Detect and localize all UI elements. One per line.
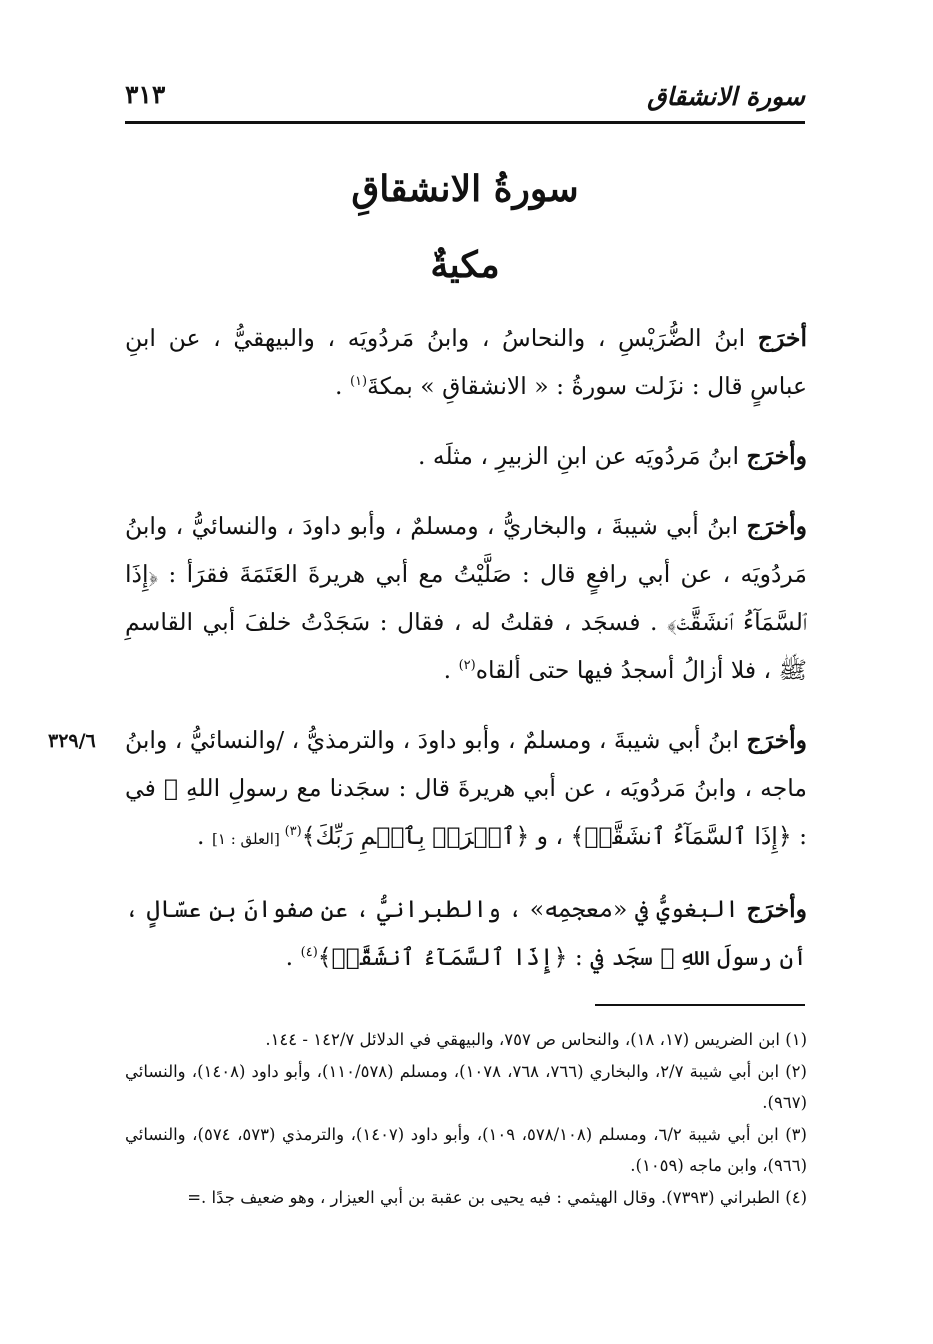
surah-title: سورةُ الانشقاقِ (351, 168, 579, 210)
header-rule (125, 121, 805, 124)
paragraph-lead: وأخرَج (746, 512, 807, 540)
footnote-marker[interactable]: (٢) (458, 658, 476, 674)
verse-reference: [العلق : ١] (212, 830, 285, 848)
paragraph-text: ابنُ أبي شيبةَ ، والبخاريُّ ، ومسلمٌ ، وأبو داودَ ، والنسائيُّ ، وابنُ مَردُويَه ، عن أبي رافعٍ قال : صَلَّيْتُ مع أبي هريرةَ العَتَمَةَ فقرَأ : (125, 512, 807, 588)
footnote-separator (595, 1004, 805, 1006)
paragraph-lead: وأخرَج (746, 726, 807, 754)
paragraph-1 (125, 314, 807, 410)
paragraph-lead: أخرَج (757, 324, 807, 352)
paragraph-end: . (197, 822, 212, 850)
footnote-4: (٤) الطبراني (٧٣٩٣). وقال الهيثمي : فيه يحيى بن عقبة بن أبي العيزار ، وهو ضعيف جدًا .= (187, 1188, 807, 1207)
quran-verse: ﴿إِذَا ٱلسَّمَآءُ ٱنشَقَّتۡ﴾ ، و ﴿ٱقۡرَأۡ بِٱسۡمِ رَبِّكَ﴾ (301, 822, 792, 850)
footnote-1: (١) ابن الضريس (١٧، ١٨)، والنحاس ص ٧٥٧، والبيهقي في الدلائل ١٤٢/٧ - ١٤٤. (265, 1030, 807, 1049)
footnote-3: (٣) ابن أبي شيبة ٦/٢، ومسلم (٥٧٨/١٠٨، ١٠٩)، وأبو داود (١٤٠٧)، والترمذي (٥٧٣، ٥٧٤)، والنسائي (٩٦٦)، وابن ماجه (١٠٥٩). (125, 1125, 807, 1175)
paragraph-text: ابنُ أبي شيبةَ ، ومسلمٌ ، وأبو داودَ ، والترمذيُّ ، /والنسائيُّ ، وابنُ ماجه ، وابنُ مَردُويَه ، عن أبي هريرةَ قال : سجَدنا مع رسولِ اللهِ ﷺ في : (125, 726, 807, 850)
paragraph-end: . (285, 943, 301, 971)
surah-type: مكيةٌ (430, 244, 500, 286)
paragraph-end: . (443, 656, 459, 684)
paragraph-lead: وأخرَج (746, 442, 807, 470)
paragraph-2 (125, 432, 807, 480)
paragraph-5 (125, 885, 807, 981)
footnote-2: (٢) ابن أبي شيبة ٢/٧، والبخاري (٧٦٦، ٧٦٨، ١٠٧٨)، ومسلم (١١٠/٥٧٨)، وأبو داود (١٤٠٨)، والنسائي (٩٦٧). (125, 1062, 807, 1112)
quran-verse: ﴿إِذَا ٱلسَّمَآءُ ٱنشَقَّتۡ﴾ (317, 943, 568, 971)
footnote-marker[interactable]: (٤) (300, 945, 318, 961)
paragraph-4 (125, 716, 807, 863)
paragraph-text: ابنُ الضُّرَيْسِ ، والنحاسُ ، وابنُ مَردُويَه ، والبيهقيُّ ، عن ابنِ عباسٍ قال : نزَلت سورةُ : « الانشقاقِ » بمكةَ (125, 324, 807, 400)
footnotes (125, 1024, 807, 1214)
footnote-marker[interactable]: (١) (349, 374, 368, 390)
page-number: ٣١٣ (125, 80, 166, 109)
paragraph-lead: وأخرَج (746, 895, 807, 923)
paragraph-3 (125, 502, 807, 694)
page-header (125, 76, 805, 122)
quran-verse: ﴿إِذَا ٱلسَّمَآءُ ٱنشَقَّتۡ﴾ (125, 560, 808, 636)
paragraph-end: . (335, 372, 350, 400)
running-title: سورة الانشقاق (647, 82, 805, 111)
paragraph-text: ابنُ مَردُويَه عن ابنِ الزبيرِ ، مثلَه . (417, 442, 747, 470)
paragraph-text: البغويُّ في «معجمِه» ، والطبرانيُّ ، عن صفوانَ بنِ عسّالٍ ، أن رسولَ اللهِ ﷺ سجَد في : (125, 895, 807, 971)
main-text (125, 314, 807, 1003)
paragraph-text-continued: . فسجَد ، فقلتُ له ، فقال : سَجَدْتُ خلفَ أبي القاسمِ ﷺ ، فلا أزالُ أسجدُ فيها حتى ألقاه (125, 608, 807, 684)
margin-reference: ٣٢٩/٦ (48, 730, 96, 752)
footnote-marker[interactable]: (٣) (284, 824, 302, 840)
